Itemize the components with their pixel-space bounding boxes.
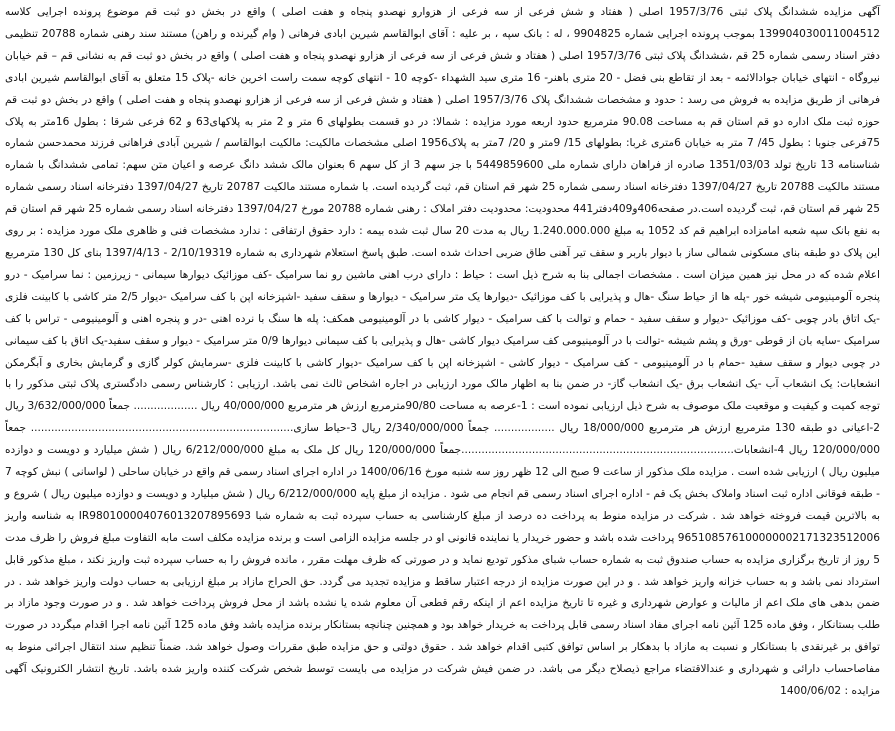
notice-body-text: آگهی مزایده ششدانگ پلاک ثبتی 1957/3/76 اصلی ( هفتاد و شش فرعی از سه فرعی از هزوارو نهصدو پنجاه و هفت اصلی ) واقع در بخش دو ثبت قم موضوع پرونده اجرایی کلاسه 139904030011004512 بموجب پرونده اجرایی شماره 9904825 ، له : بانک سپه ، بر علیه : آقای ابوالقاسم شیرین ابادی فرهانی ( وام گیرنده و راهن) مستند سند رهنی شماره 20788 تنظیمی دفتر اسناد رسمی شماره 25 قم ،ششدانگ پلاک ثبتی 1957/3/76 اصلی ( هفتاد و شش فرعی از سه فرعی از هزارو نهصدو پنجاه و هفت اصلی ) واقع در بخش دو ثبت قم به نشانی قم – قم خیابان نیروگاه - انتهای خیابان جوادالائمه - بعد از تقاطع بنی فضل - 20 متری باهنر- 16 متری سید الشهداء -کوچه 10 - انتهای کوچه سمت راست اخرین خانه -پلاک 15 متعلق به آقای ابوالقاسم شیرین ابادی فرهانی از طریق مزایده به فروش می رسد : حدود و مشخصات ششدانگ پلاک 1957/3/76 اصلی ( هفتاد و شش فرعی از سه فرعی از هزارو نهصدو پنجاه و هفت اصلی ) واقع در بخش دو ثبت قم حوزه ثبت ملک اداره دو قم استان قم به مساحت 90.08 مترمربع حدود اربعه مورد مزایده : شمالا: در دو قسمت بطولهای 6 متر و 2 متر به پلاکهای63 و 62 فرعی شرقا : بطول 16متر به پلاک 75فرعی جنوبا : بطول 45/ 7 متر به خیابان 6متری غربا: بطولهای 15/ 9متر و 20/ 7متر به پلاک1956 اصلی مشخصات مالکیت: مالکیت ابوالقاسم / شیرین آبادی فراهانی فرزند محمدحسن شماره شناسنامه 13 تاریخ تولد 1351/03/03 صادره از فراهان دارای شماره ملی 5449859600 با جز سهم 3 از کل سهم 6 بعنوان مالک ششد دانگ عرصه و اعیان متن سهم: تمامی ششدانگ با شماره مستند مالکیت 20788 تاریخ 1397/04/27 دفترخانه اسناد رسمی شماره 25 شهر قم استان قم، ثبت گردیده است. با شماره مستند مالکیت 20787 تاریخ 1397/04/27 دفترخانه اسناد رسمی شماره 25 شهر قم استان قم، ثبت گردیده است.در صفحه406و409دفتر441 محدودیت: محدودیت دفتر املاک : رهنی شماره 20788 مورخ 1397/04/27 دفترخانه اسناد رسمی شماره 25 شهر قم استان قم به نفع بانک سپه شعبه امامزاده ابراهیم قم کد 1052 به مبلغ 1.240.000.000 ریال به مدت 20 سال ثبت شده بیمه : دارد حقوق ارتفاقی : ندارد مشخصات فنی و ظاهری ملک مورد مزایده : بر روی این پلاک دو طبقه بنای مسکونی شمالی ساز با دیوار باربر و سقف تیر آهنی طاق ضربی احداث شده است. طبق پاسخ استعلام شهرداری به شماره 2/10/19319 - 1397/4/13 بنای کل 130 مترمربع اعلام شده که در محل نیز همین میزان است . مشخصات اجمالی بنا به شرح ذیل است : حیاط : دارای درب اهنی ماشین رو نما سرامیک -کف موزائیک دیوارها سیمانی - زیرزمین : نما سرامیک - درو پنجره آلومینیومی شیشه خور -پله ها از حیاط سنگ -هال و پذیرایی با کف موزائیک -دیوارها یک متر سرامیک - دیوارها و سقف سفید -اشپزخانه اپن با کف سرامیک -دیوار 2/5 متر کاشی با کابینت فلزی -یک اتاق بادر چوبی -کف موزائیک -دیوار و سقف سفید - حمام و توالت با کف سرامیک - دیوار کاشی با در آلومینیومی همکف: پله ها سنگ با نرده اهنی -در و پنجره اهنی و آلومینیومی - تراس با کف سرامیک -سایه بان از قوطی -ورق و پشم شیشه -توالت با در آلومینیومی کف سرامیک دیوار کاشی -هال و پذیرایی با کف سیمانی دیوارها 0/9 متر سرامیک - دیوار و سقف سفید-یک اتاق با کف سیمانی در چوبی دیوار و سقف سفید -حمام با در آلومینیومی - کف سرامیک - دیوار کاشی - اشپزخانه اپن با کف سرامیک -دیوار کاشی با کابینت فلزی -سرمایش کولر گازی و گرمایش بخاری و آبگرمکن انشعابات: یک انشعاب آب -یک انشعاب برق -یک انشعاب گاز- در ضمن بنا به اظهار مالک مورد ارزیابی در اجاره اشخاص ثالث نمی باشد. ارزیابی : کارشناس رسمی دادگستری پلاک ثبتی مذکور را با توجه کمیت و کیفیت و موقعیت ملک موصوف به شرح ذیل ارزیابی نموده است : 1-عرصه به مساحت 90/80مترمربع ارزش هر مترمربع 40/000/000 ریال ................... جمعاً 3/632/000/000 ریال 2-اعیانی دو طبقه 130 مترمربع ارزش هر مترمربع 18/000/000 ریال .................. جمعاً 2/340/000/000 ریال 3-حیاط سازی.............................................................................. جمعاً 120/000/000 ریال 4-انشعابات.................................................................................جمعاً 120/000/000 ریال کل ملک به مبلغ 6/212/000/000 ریال ( شش میلیارد و دویست و دوازده میلیون ریال ) ارزیابی شده است . مزایده ملک مذکور از ساعت 9 صبح الی 12 ظهر روز سه شنبه مورخ 1400/06/16 در اداره اجرای اسناد رسمی قم واقع در خیابان ساحلی ( لواسانی ) نبش کوچه 7 - طبقه فوقانی اداره ثبت اسناد واملاک بخش یک قم - اداره اجرای اسناد رسمی قم انجام می شود . مزایده از مبلغ پایه 6/212/000/000 ریال ( شش میلیارد و دویست و دوازده میلیون ریال ) شروع و به بالاترین قیمت فروخته خواهد شد . شرکت در مزایده منوط به پرداخت ده درصد از مبلغ کارشناسی به حساب سپرده ثبت به شماره شبا IR980100004076013207895693 به شناسه واریز 965108576100000002171323512006 پرداخت شده باشد و حضور خریدار یا نماینده قانونی او در جلسه مزایده الزامی است و برنده مزایده مکلف است مابه التفاوت مبلغ فروش را ظرف مدت 5 روز از تاریخ برگزاری مزایده به حساب صندوق ثبت به شماره حساب شبای مذکور تودیع نماید و در صورتی که ظرف مهلت مقرر ، مانده فروش را به حساب سپرده ثبت واریز نکند ، مبلغ مذکور قابل استرداد نمی باشد و به حساب خزانه واریز خواهد شد . و در این صورت مزایده از درجه اعتبار ساقط و مزایده تجدید می گردد. حق الحراج مازاد بر مبلغ ارزیابی به حساب دولت واریز خواهد شد . در ضمن بدهی های ملک اعم از مالیات و عوارض شهرداری و غیره تا تاریخ مزایده اعم از اینکه رقم قطعی آن معلوم شده یا نشده باشد از محل فروش پرداخت خواهد شد . و در صورت وجود مازاد بر طلب بستانکار ، وفق ماده 125 آئین نامه اجرای مفاد اسناد رسمی قابل پرداخت به خریدار خواهد بود و همچنین چنانچه بستانکار برنده مزایده باشد وفق ماده 125 آئین نامه اجرا اقدام میگردد در صورت توافق بر غیرنقدی با بستانکار و نسبت به مازاد با بدهکار بر اساس توافق کتبی اقدام خواهد شد . حقوق دولتی و حق مزایده طبق مقررات وصول خواهد شد. ضمناً تنظیم سند انتقال اجرائی منوط به مفاصاحساب دارائی و شهرداری و عندالاقتضاء مراجع ذیصلاح دیگر می باشد. در ضمن فیش شرکت در مزایده می بایست توسط شخص شرکت کننده واریز شده باشد. تاریخ انتشار الکترونیک آگهی مزایده : 1400/06/02 — [5, 6, 881, 698]
